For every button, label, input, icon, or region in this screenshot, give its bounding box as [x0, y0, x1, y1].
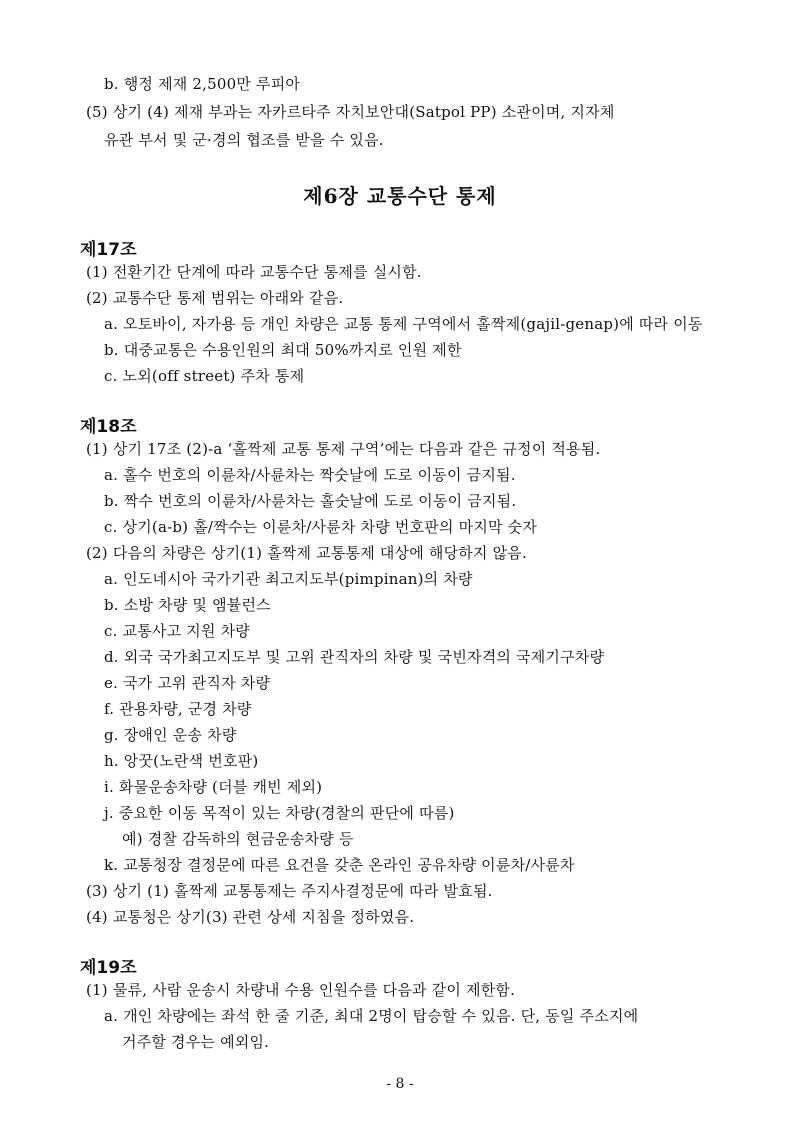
article-17-item-b: b. 대중교통은 수용인원의 최대 50%까지로 인원 제한: [104, 341, 462, 359]
article-19-item-a-line-1: a. 개인 차량에는 좌석 한 줄 기준, 최대 2명이 탑승할 수 있음. 단, 동일 주소지에: [104, 1007, 639, 1025]
article-18-clause-2-item-j-example: 예) 경찰 감독하의 현금운송차량 등: [122, 830, 354, 848]
article-18-clause-3: (3) 상기 (1) 홀짝제 교통통제는 주지사결정문에 따라 발효됨.: [86, 882, 493, 900]
article-18-clause-1-item-b: b. 짝수 번호의 이륜차/사륜차는 홀숫날에 도로 이동이 금지됨.: [104, 492, 517, 510]
article-19-heading: 제19조: [80, 958, 137, 978]
article-18-clause-2-item-b: b. 소방 차량 및 앰뷸런스: [104, 596, 271, 614]
article-18-clause-1-item-c: c. 상기(a-b) 홀/짝수는 이륜차/사륜차 차량 번호판의 마지막 숫자: [104, 518, 538, 536]
article-18-clause-2-item-a: a. 인도네시아 국가기관 최고지도부(pimpinan)의 차량: [104, 570, 473, 588]
article-18-clause-2-item-h: h. 앙꿋(노란색 번호판): [104, 752, 259, 770]
article-18-clause-2-item-d: d. 외국 국가최고지도부 및 고위 관직자의 차량 및 국빈자격의 국제기구차량: [104, 648, 605, 666]
article-18-clause-1: (1) 상기 17조 (2)-a ‘홀짝제 교통 통제 구역’에는 다음과 같은 규정이 적용됨.: [86, 440, 601, 458]
article-17-item-a: a. 오토바이, 자가용 등 개인 차량은 교통 통제 구역에서 홀짝제(gajil-genap)에 따라 이동: [104, 315, 703, 333]
page-number: - 8 -: [386, 1076, 414, 1092]
article-18-clause-2: (2) 다음의 차량은 상기(1) 홀짝제 교통통제 대상에 해당하지 않음.: [86, 544, 527, 562]
article-18-clause-2-item-f: f. 관용차량, 군경 차량: [104, 700, 252, 718]
article-18-clause-4: (4) 교통청은 상기(3) 관련 상세 지침을 정하였음.: [86, 908, 415, 926]
article-17-clause-1: (1) 전환기간 단계에 따라 교통수단 통제를 실시함.: [86, 263, 422, 281]
clause-5-line-2: 유관 부서 및 군·경의 협조를 받을 수 있음.: [104, 131, 384, 149]
article-19-item-a-line-2: 거주할 경우는 예외임.: [122, 1033, 270, 1051]
article-19-clause-1: (1) 물류, 사람 운송시 차량내 수용 인원수를 다음과 같이 제한함.: [86, 981, 516, 999]
article-18-clause-2-item-j: j. 중요한 이동 목적이 있는 차량(경찰의 판단에 따름): [104, 804, 455, 822]
article-18-clause-2-item-e: e. 국가 고위 관직자 차량: [104, 674, 271, 692]
article-18-clause-2-item-k: k. 교통청장 결정문에 따른 요건을 갖춘 온라인 공유차량 이륜차/사륜차: [104, 856, 575, 874]
article-18-clause-2-item-i: i. 화물운송차량 (더블 캐빈 제외): [104, 778, 323, 796]
article-18-clause-2-item-c: c. 교통사고 지원 차량: [104, 622, 250, 640]
clause-5-line-1: (5) 상기 (4) 제재 부과는 자카르타주 자치보안대(Satpol PP) 소관이며, 지자체: [86, 103, 615, 121]
chapter-title: 제6장 교통수단 통제: [303, 184, 497, 208]
article-18-clause-1-item-a: a. 홀수 번호의 이륜차/사륜차는 짝숫날에 도로 이동이 금지됨.: [104, 466, 516, 484]
article-17-item-c: c. 노외(off street) 주차 통제: [104, 367, 305, 385]
article-17-heading: 제17조: [80, 240, 137, 260]
article-18-clause-2-item-g: g. 장애인 운송 차량: [104, 726, 237, 744]
article-18-heading: 제18조: [80, 417, 137, 437]
article-17-clause-2: (2) 교통수단 통제 범위는 아래와 같음.: [86, 289, 344, 307]
sanction-item-b: b. 행정 제재 2,500만 루피아: [104, 75, 301, 93]
